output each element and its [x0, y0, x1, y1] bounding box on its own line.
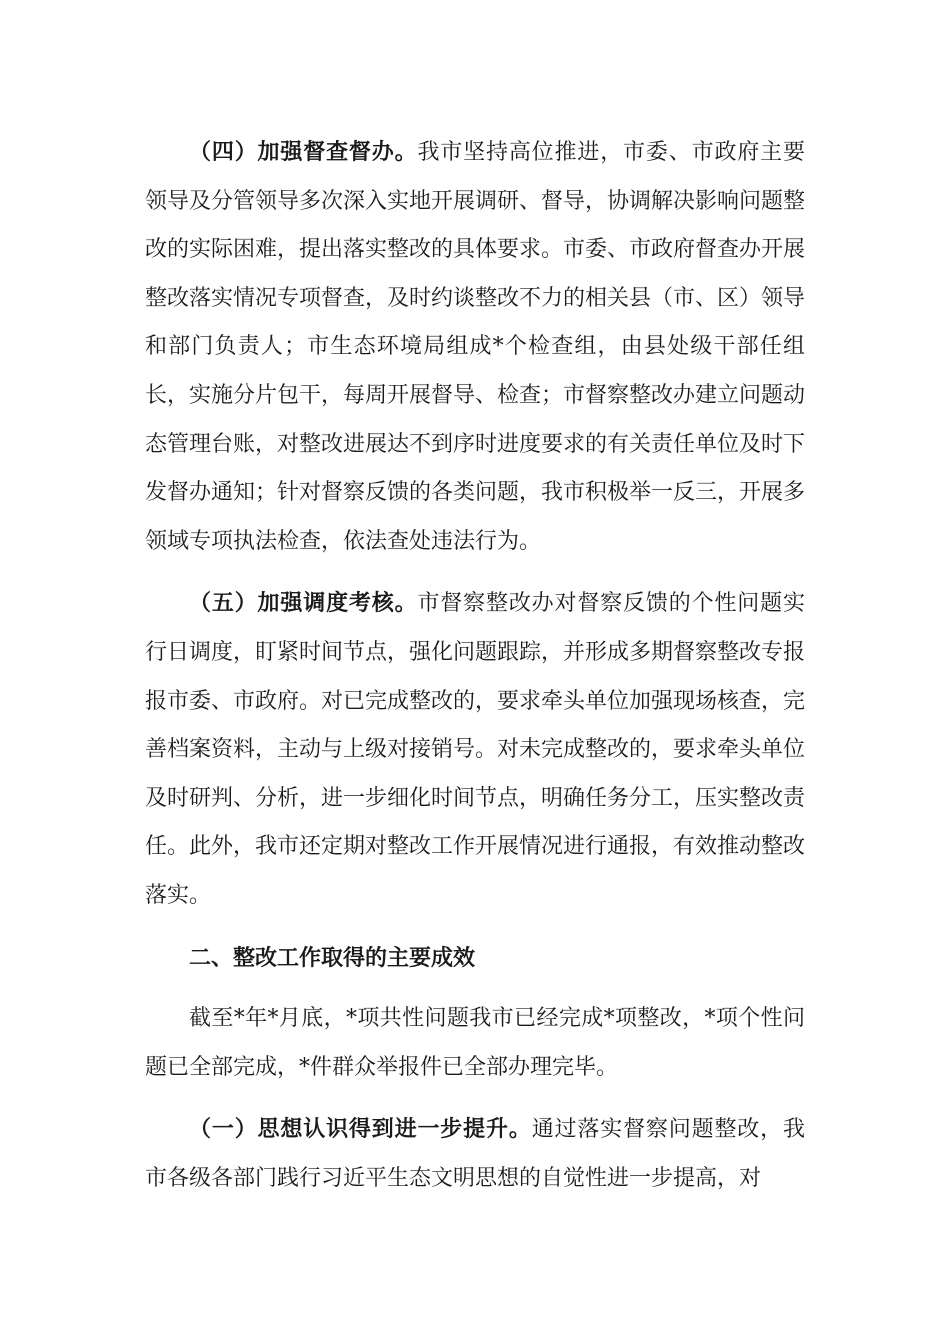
paragraph-lead: （五）加强调度考核。	[189, 590, 418, 617]
paragraph-body: 我市坚持高位推进，市委、市政府主要领导及分管领导多次深入实地开展调研、督导，协调解决影响问题整改的实际困难，提出落实整改的具体要求。市委、市政府督查办开展整改落实情况专项督查，及时约谈整改不力的相关县（市、区）领导和部门负责人；市生态环境局组成*个检查组，由县处级干部任组长，实施分片包干，每周开展督导、检查；市督察整改办建立问题动态管理台账，对整改进展达不到序时进度要求的有关责任单位及时下发督办通知；针对督察反馈的各类问题，我市积极举一反三，开展多领域专项执法检查，依法查处违法行为。	[145, 140, 806, 554]
paragraph-body: 市督察整改办对督察反馈的个性问题实行日调度，盯紧时间节点，强化问题跟踪，并形成多期督察整改专报报市委、市政府。对已完成整改的，要求牵头单位加强现场核查，完善档案资料，主动与上级对接销号。对未完成整改的，要求牵头单位及时研判、分析，进一步细化时间节点，明确任务分工，压实整改责任。此外，我市还定期对整改工作开展情况进行通报，有效推动整改落实。	[145, 591, 806, 908]
paragraph-lead: （四）加强督查督办。	[189, 139, 418, 165]
paragraph-summary: 截至*年*月底，*项共性问题我市已经完成*项整改，*项个性问题已全部完成，*件群众举报件已全部办理完毕。	[145, 1006, 805, 1080]
paragraph-scheduling	[145, 579, 805, 920]
document-page	[145, 128, 805, 1203]
section-heading: 二、整改工作取得的主要成效	[189, 944, 476, 971]
paragraph-supervision	[145, 128, 805, 566]
paragraph-body: 通过落实督察问题整改，我市各级各部门践行习近平生态文明思想的自觉性进一步提高，对	[145, 1117, 805, 1191]
paragraph-lead: （一）思想认识得到进一步提升。	[189, 1116, 532, 1143]
paragraph-awareness	[145, 1105, 805, 1203]
